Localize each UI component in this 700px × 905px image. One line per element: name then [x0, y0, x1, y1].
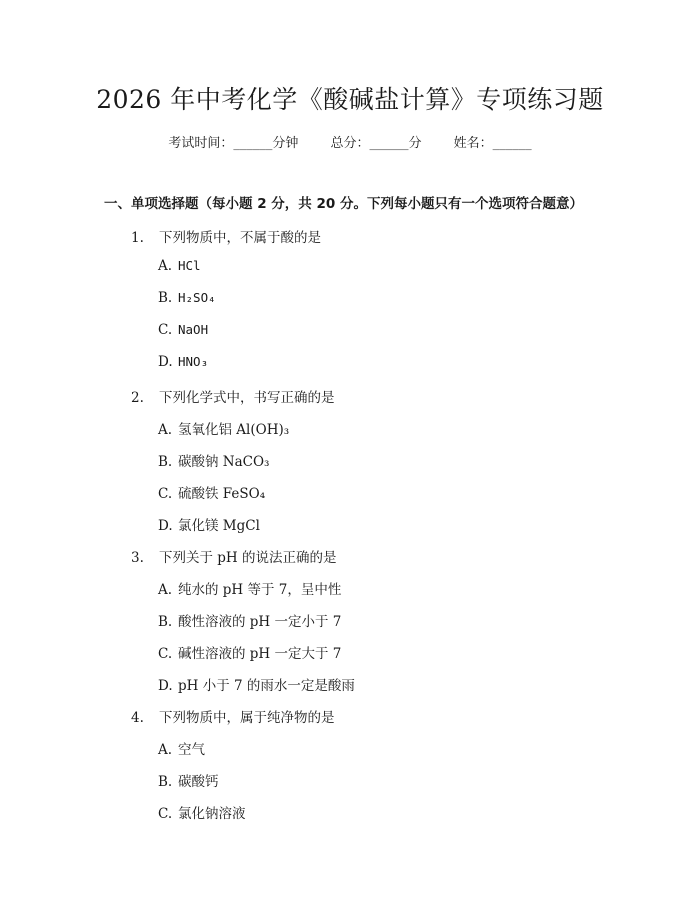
option-2d: [158, 514, 260, 534]
option-text: 氯化钠溶液: [178, 806, 246, 822]
option-text: 氯化镁 MgCl: [178, 518, 260, 534]
option-text: NaOH: [178, 322, 209, 337]
option-1d: [158, 354, 208, 370]
question-2: [131, 386, 335, 406]
option-2a: [158, 418, 289, 438]
option-text: H₂SO₄: [178, 290, 216, 305]
option-4b: [158, 770, 219, 790]
option-3c: [158, 642, 341, 662]
question-3: [131, 546, 337, 566]
option-letter: C.: [158, 486, 173, 502]
option-letter: B.: [158, 774, 173, 790]
question-number: 4.: [131, 710, 144, 726]
option-letter: B.: [158, 290, 173, 306]
exam-meta: [0, 132, 700, 151]
question-1: [131, 226, 321, 246]
question-text: 下列化学式中，书写正确的是: [159, 390, 335, 406]
option-2b: [158, 450, 269, 470]
option-4a: [158, 738, 205, 758]
option-text: 空气: [178, 742, 205, 758]
section-heading: 一、单项选择题（每小题 2 分，共 20 分。下列每小题只有一个选项符合题意）: [104, 196, 583, 212]
option-letter: B.: [158, 614, 173, 630]
option-text: HNO₃: [178, 354, 209, 369]
option-text: pH 小于 7 的雨水一定是酸雨: [178, 678, 355, 694]
option-letter: C.: [158, 806, 173, 822]
option-text: 碱性溶液的 pH 一定大于 7: [178, 646, 342, 662]
option-text: 碳酸钙: [178, 774, 219, 790]
option-letter: C.: [158, 322, 173, 338]
option-2c: [158, 482, 265, 502]
option-text: 硫酸铁 FeSO₄: [178, 486, 266, 502]
option-3a: [158, 578, 341, 598]
exam-time-field: 考试时间：______分钟: [168, 136, 299, 151]
option-3d: [158, 674, 355, 694]
total-score-field: 总分：______分: [330, 136, 422, 151]
option-letter: A.: [158, 258, 173, 274]
option-letter: D.: [158, 354, 173, 370]
option-letter: D.: [158, 678, 173, 694]
option-letter: A.: [158, 422, 173, 438]
option-text: HCl: [178, 258, 201, 273]
option-1b: [158, 290, 216, 306]
option-1a: [158, 258, 201, 274]
question-4: [131, 706, 335, 726]
question-text: 下列物质中，属于纯净物的是: [159, 710, 335, 726]
question-text: 下列物质中，不属于酸的是: [159, 230, 321, 246]
page-title: 2026 年中考化学《酸碱盐计算》专项练习题: [96, 85, 604, 114]
option-4c: [158, 802, 246, 822]
option-letter: A.: [158, 582, 173, 598]
option-text: 氢氧化铝 Al(OH)₃: [178, 422, 290, 438]
option-1c: [158, 322, 208, 338]
option-letter: C.: [158, 646, 173, 662]
option-3b: [158, 610, 341, 630]
option-letter: A.: [158, 742, 173, 758]
option-text: 碳酸钠 NaCO₃: [178, 454, 270, 470]
question-number: 1.: [131, 230, 144, 246]
option-letter: D.: [158, 518, 173, 534]
student-name-field: 姓名：______: [453, 136, 532, 151]
option-letter: B.: [158, 454, 173, 470]
question-number: 3.: [131, 550, 144, 566]
option-text: 酸性溶液的 pH 一定小于 7: [178, 614, 342, 630]
question-text: 下列关于 pH 的说法正确的是: [159, 550, 337, 566]
question-number: 2.: [131, 390, 144, 406]
option-text: 纯水的 pH 等于 7，呈中性: [178, 582, 342, 598]
